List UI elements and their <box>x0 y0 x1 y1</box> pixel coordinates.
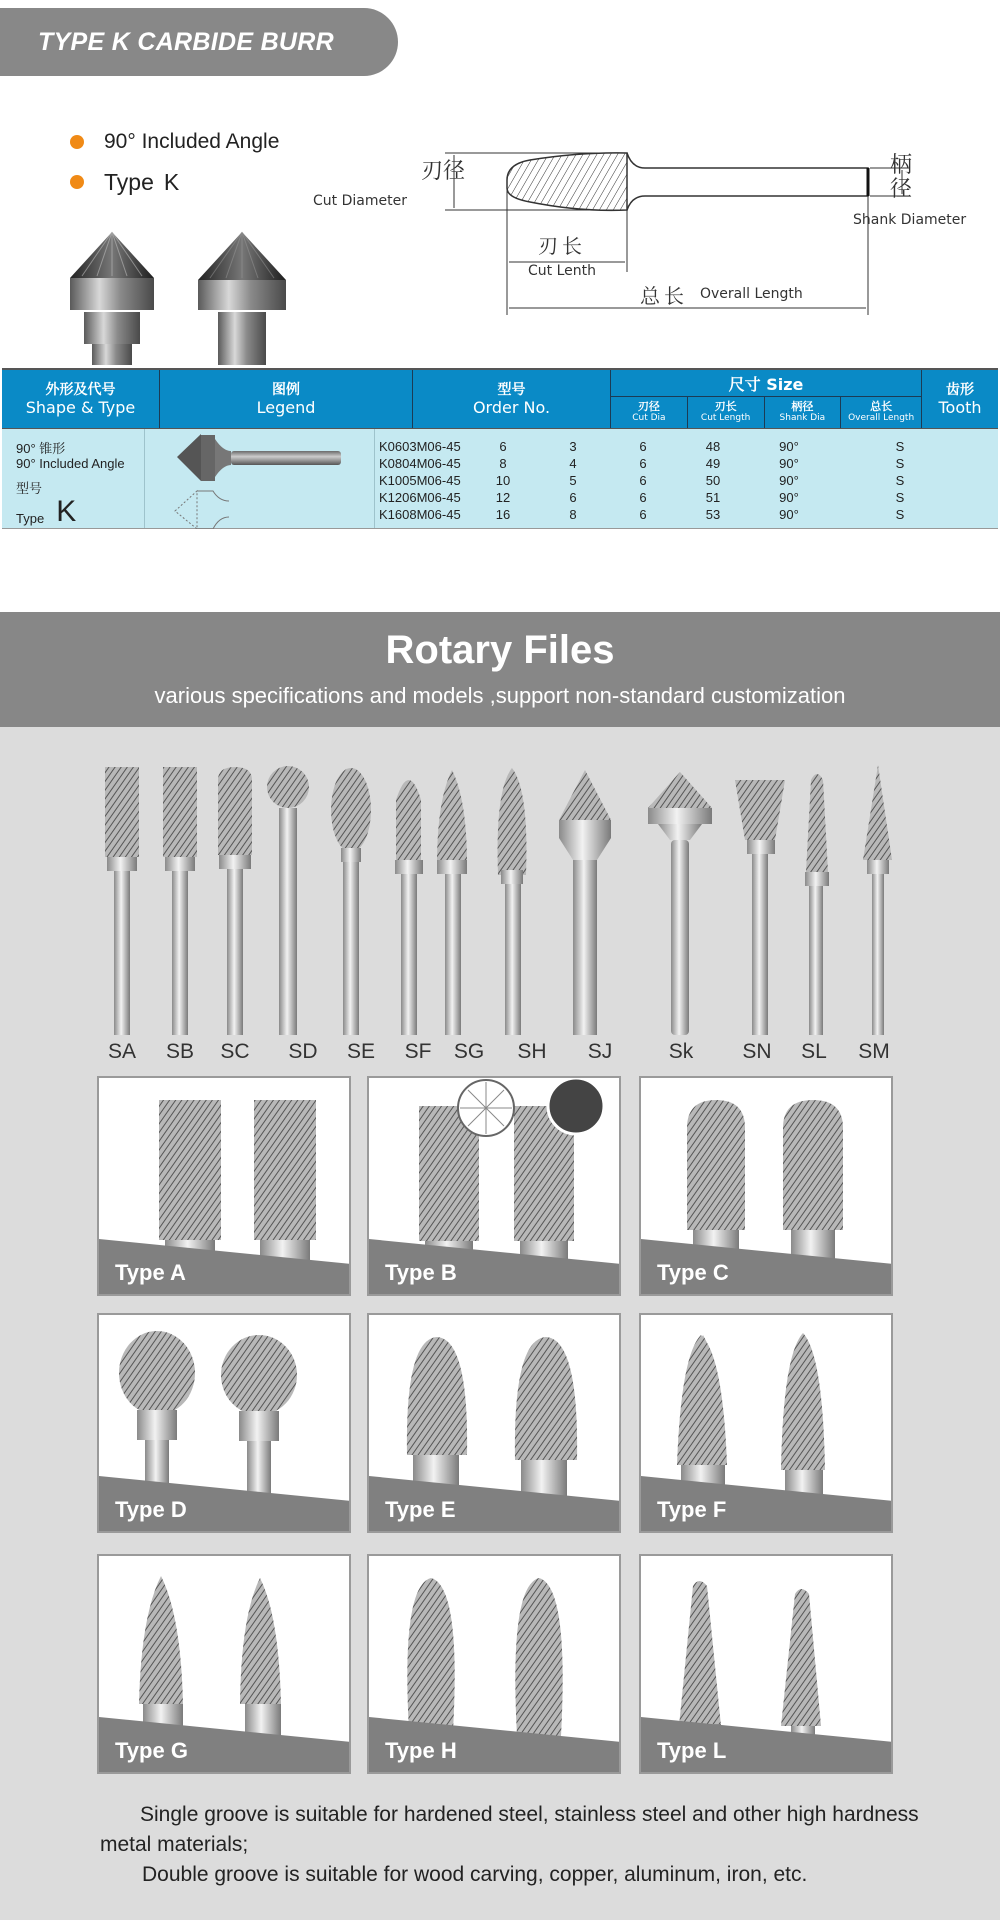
subheader-en: Cut Length <box>700 413 751 424</box>
cell: 48 <box>705 439 721 454</box>
cell: 90° <box>779 507 799 522</box>
cell: 5 <box>569 473 577 488</box>
bullet-text <box>104 169 179 196</box>
cut-length-en-label: Cut Lenth <box>528 263 596 279</box>
cut-diameter-cn-label: 刃径 <box>421 159 466 184</box>
header-shape-cn: 外形及代号 <box>45 381 116 398</box>
subheader-overall-length <box>841 397 921 428</box>
type-card-a <box>97 1076 351 1296</box>
spec-table <box>2 368 998 529</box>
shape-type-en: Type <box>16 511 45 526</box>
card-label: Type F <box>657 1497 727 1522</box>
bullet-dot-icon <box>70 175 84 189</box>
shank-diameter-cn-label: 柄径 <box>890 153 913 202</box>
header-shape-en: Shape & Type <box>25 397 136 417</box>
lineup-label: SF <box>404 1040 432 1063</box>
shape-type-line <box>16 495 144 528</box>
type-card-h <box>367 1554 621 1774</box>
lineup-label: SG <box>453 1040 485 1063</box>
tooth-cell: S <box>895 456 905 471</box>
lineup-label: SH <box>517 1040 547 1063</box>
burr-photo-icon <box>192 230 292 365</box>
card-label: Type L <box>657 1738 727 1763</box>
header-legend <box>160 370 413 428</box>
card-label: Type A <box>115 1260 186 1285</box>
card-label: Type B <box>385 1260 457 1285</box>
cell: 8 <box>499 456 507 471</box>
card-label: Type E <box>385 1497 456 1522</box>
tooth-cell: S <box>895 473 905 488</box>
cell: 53 <box>705 507 721 522</box>
subheader-cut-dia <box>611 397 688 428</box>
lineup-label: SA <box>107 1040 137 1063</box>
cell: 90° <box>779 473 799 488</box>
cell: 16 <box>495 507 511 522</box>
cell: 50 <box>705 473 721 488</box>
bullet-item <box>70 122 279 162</box>
table-row <box>375 455 971 472</box>
cell: 6 <box>639 439 647 454</box>
header-size <box>611 370 922 428</box>
rotary-files-banner <box>0 612 1000 727</box>
lineup-label: SL <box>801 1040 827 1063</box>
lineup-label: SC <box>220 1040 250 1063</box>
burr-legend-icon <box>145 429 375 529</box>
header-size-label: 尺寸 Size <box>611 370 921 397</box>
page-title: TYPE K CARBIDE BURR <box>38 27 334 56</box>
table-body <box>2 429 998 529</box>
cell: 10 <box>495 473 511 488</box>
cell: 6 <box>639 507 647 522</box>
header-legend-cn: 图例 <box>272 381 300 398</box>
header-order-en: Order No. <box>472 397 551 417</box>
cell: 12 <box>495 490 511 505</box>
order-no: K1608M06-45 <box>379 507 461 522</box>
subheader-shank-dia <box>765 397 842 428</box>
burr-photo-icon <box>62 230 162 365</box>
tooth-cell: S <box>895 507 905 522</box>
banner-title: Rotary Files <box>385 628 615 672</box>
subheader-en: Cut Dia <box>632 413 666 424</box>
cell: 4 <box>569 456 577 471</box>
header-tooth <box>922 370 998 428</box>
shape-type-cn: 型号 <box>16 481 43 496</box>
subheader-cn: 总长 <box>870 400 893 414</box>
bullet-dot-icon <box>70 135 84 149</box>
table-row <box>375 489 971 506</box>
lineup-label: SB <box>165 1040 195 1063</box>
card-label: Type H <box>385 1738 457 1763</box>
bullet-text: 90° Included Angle <box>104 130 280 153</box>
order-no: K1005M06-45 <box>379 473 461 488</box>
subheader-en: Overall Length <box>848 413 915 424</box>
cell: 90° <box>779 439 799 454</box>
table-row <box>375 472 971 489</box>
subheader-cut-length <box>688 397 765 428</box>
double-groove-text: Double groove is suitable for wood carving, copper, aluminum, iron, etc. <box>142 1863 808 1886</box>
banner-subtitle: various specifications and models ,support non-standard customization <box>154 683 846 708</box>
cell: 90° <box>779 490 799 505</box>
shape-angle-en: 90° Included Angle <box>16 456 125 471</box>
order-no: K0603M06-45 <box>379 439 461 454</box>
lineup-label: SD <box>288 1040 318 1063</box>
dimension-diagram <box>300 140 1000 330</box>
shape-type-code: K <box>56 495 77 528</box>
cell: 8 <box>569 507 577 522</box>
single-groove-text: Single groove is suitable for hardened steel, stainless steel and other high hardness metal materials; <box>100 1803 919 1856</box>
type-card-c <box>639 1076 893 1296</box>
cell: 6 <box>639 473 647 488</box>
groove-description <box>102 1800 922 1890</box>
shape-cell <box>2 429 145 528</box>
header-tooth-cn: 齿形 <box>946 381 974 398</box>
header-order-cn: 型号 <box>497 381 526 398</box>
overall-length-cn-label: 总长 <box>640 284 688 308</box>
table-row <box>375 438 971 455</box>
card-label: Type C <box>657 1260 729 1285</box>
shape-angle-cn: 90° 锥形 <box>16 441 66 456</box>
card-label: Type G <box>115 1738 188 1763</box>
type-card-f <box>639 1313 893 1533</box>
cell: 51 <box>705 490 721 505</box>
cell: 6 <box>569 490 577 505</box>
cell: 6 <box>639 490 647 505</box>
type-card-d <box>97 1313 351 1533</box>
legend-cell <box>145 429 375 528</box>
cut-length-cn-label: 刃长 <box>538 234 586 258</box>
burr-lineup-icon <box>95 760 905 1035</box>
table-header <box>2 368 998 429</box>
bullet-type-code: K <box>163 168 180 195</box>
subheader-cn: 柄径 <box>791 400 814 414</box>
header-order <box>413 370 611 428</box>
cell: 49 <box>705 456 721 471</box>
cell: 90° <box>779 456 799 471</box>
lineup-label: SM <box>858 1040 890 1063</box>
lineup-labels <box>95 1040 905 1070</box>
tooth-cell: S <box>895 490 905 505</box>
type-card-l <box>639 1554 893 1774</box>
cut-diameter-en-label: Cut Diameter <box>313 193 407 209</box>
type-card-e <box>367 1313 621 1533</box>
header-tooth-en: Tooth <box>938 397 982 417</box>
lineup-label: SJ <box>587 1040 613 1063</box>
lineup-label: Sk <box>668 1040 694 1063</box>
table-row <box>375 506 971 523</box>
type-card-g <box>97 1554 351 1774</box>
subheader-cn: 刃长 <box>714 400 737 414</box>
tooth-cell: S <box>895 439 905 454</box>
table-rows <box>375 429 971 528</box>
header-shape <box>2 370 160 428</box>
lineup-label: SE <box>346 1040 376 1063</box>
card-label: Type D <box>115 1497 187 1522</box>
cell: 6 <box>499 439 507 454</box>
order-no: K1206M06-45 <box>379 490 461 505</box>
type-card-b <box>367 1076 621 1296</box>
cell: 6 <box>639 456 647 471</box>
shank-diameter-en-label: Shank Diameter <box>853 212 967 228</box>
subheader-cn: 刃径 <box>637 400 660 414</box>
overall-length-en-label: Overall Length <box>700 286 803 302</box>
bullet-type-label: Type <box>104 168 154 195</box>
lineup-label: SN <box>742 1040 772 1063</box>
size-subheaders <box>611 397 921 428</box>
subheader-en: Shank Dia <box>779 413 826 424</box>
feature-bullets <box>70 122 279 202</box>
order-no: K0804M06-45 <box>379 456 461 471</box>
bullet-item <box>70 162 279 202</box>
header-legend-en: Legend <box>256 397 316 417</box>
title-banner <box>0 8 398 76</box>
cell: 3 <box>569 439 577 454</box>
